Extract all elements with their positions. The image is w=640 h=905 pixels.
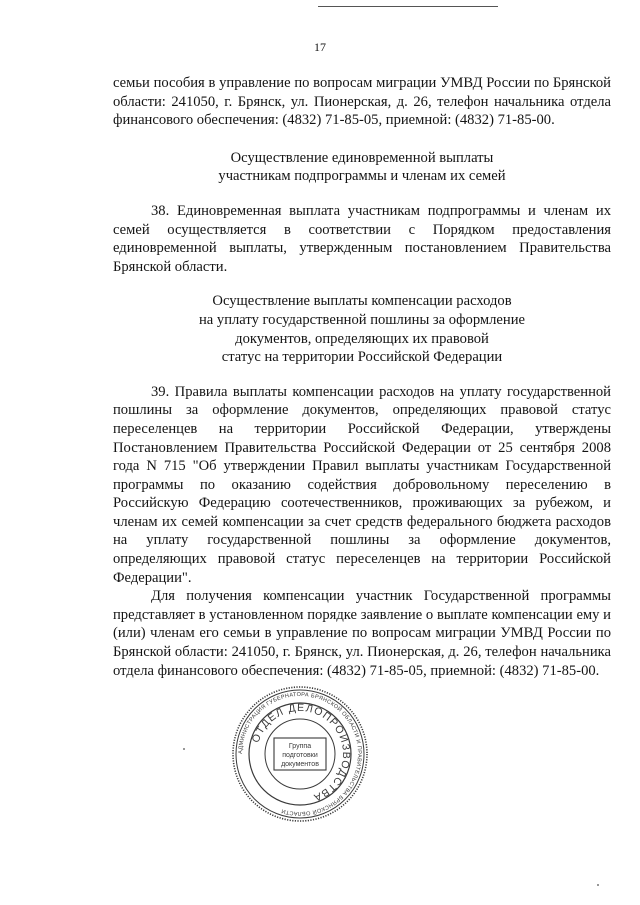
stamp-box-line: документов bbox=[281, 761, 319, 768]
heading-line: участникам подпрограммы и членам их семей bbox=[218, 168, 506, 185]
heading-line: на уплату государственной пошлины за оформление bbox=[198, 311, 526, 328]
section-heading-lump-sum bbox=[113, 149, 611, 186]
heading-line: Осуществление единовременной выплаты bbox=[230, 149, 494, 166]
stamp-box-line: подготовки bbox=[282, 752, 318, 759]
stamp-outer-text: АДМИНИСТРАЦИЯ ГУБЕРНАТОРА БРЯНСКОЙ ОБЛАСТИ И ПРАВИТЕЛЬСТВА БРЯНСКОЙ ОБЛАСТИ bbox=[237, 691, 363, 817]
paragraph-40: Для получения компенсации участник Государственной программы представляет в установленном порядке заявление о выплате компенсации ему и (или) членам его семьи в управление по вопросам миграции УМВД России по Брянской области: 241050, г. Брянск, ул. Пионерская, д. 26, телефон начальника отдела финансового обеспечения: (4832) 71-85-05, приемной: (4832) 71-85-00. bbox=[113, 588, 611, 679]
stamp-box-line: Группа bbox=[288, 743, 312, 750]
section-heading-compensation bbox=[113, 292, 611, 366]
document-body bbox=[113, 74, 611, 680]
paragraph-38: 38. Единовременная выплата участникам подпрограммы и членам их семей осуществляется в соответствии с Порядком предоставления единовременной выплаты, утвержденным постановлением Правительства Брянской области. bbox=[113, 202, 611, 275]
heading-line: Осуществление выплаты компенсации расходов bbox=[212, 293, 512, 310]
scan-speck bbox=[183, 748, 185, 750]
scan-speck bbox=[597, 884, 599, 886]
heading-line: статус на территории Российской Федерации bbox=[221, 349, 503, 366]
top-rule bbox=[318, 6, 498, 7]
paragraph-continuation: семьи пособия в управление по вопросам миграции УМВД России по Брянской области: 241050, г. Брянск, ул. Пионерская, д. 26, телефон начальника отдела финансового обеспечения: (4832) 71-85-05, приемной: (4832) 71-85-00. bbox=[113, 75, 611, 129]
office-stamp bbox=[230, 684, 370, 824]
paragraph-39: 39. Правила выплаты компенсации расходов на уплату государственной пошлины за оформление документов, определяющих правовой статус переселенцев на территории Российской Федерации, утверждены Постановлением Правительства Российской Федерации от 25 сентября 2008 года N 715 "Об утверждении Правил выплаты участникам Государственной программы по оказанию содействия добровольному переселению в Российскую Федерацию соотечественников, проживающих за рубежом, и членам их семей компенсации за счет средств федерального бюджета расходов на уплату государственной пошлины за оформление документов, определяющих правовой статус переселенцев на территории Российской Федерации". bbox=[113, 383, 611, 586]
heading-line: документов, определяющих их правовой bbox=[235, 330, 489, 347]
page-number: 17 bbox=[314, 40, 326, 54]
stamp-inner-text: ОТДЕЛ ДЕЛОПРОИЗВОДСТВА bbox=[249, 701, 353, 804]
